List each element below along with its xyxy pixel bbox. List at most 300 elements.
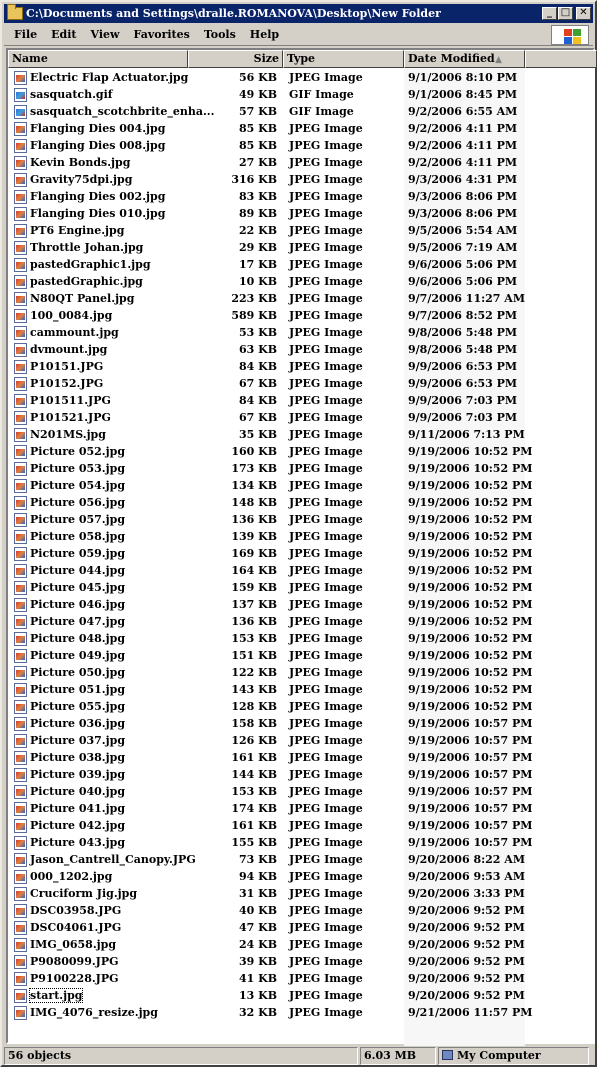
file-name: IMG_4076_resize.jpg — [30, 1006, 158, 1019]
file-type: GIF Image — [289, 105, 354, 118]
jpeg-icon — [14, 190, 27, 204]
file-name-cell — [8, 1006, 186, 1020]
file-row[interactable] — [8, 868, 597, 885]
file-size: 137 KB — [231, 598, 277, 611]
file-name-cell — [8, 462, 186, 476]
jpeg-icon — [14, 700, 27, 714]
file-row[interactable] — [8, 426, 597, 443]
file-date-modified: 9/19/2006 10:52 PM — [408, 615, 533, 628]
file-type: JPEG Image — [289, 598, 363, 611]
file-name: P9080099.JPG — [30, 955, 119, 968]
status-object-count: 56 objects — [4, 1047, 358, 1065]
file-row[interactable] — [8, 392, 597, 409]
file-date-modified: 9/2/2006 4:11 PM — [408, 122, 518, 135]
file-type: JPEG Image — [289, 241, 363, 254]
file-name-cell — [8, 156, 186, 170]
column-size[interactable]: Size — [188, 50, 283, 68]
status-zone — [438, 1047, 589, 1065]
file-type: JPEG Image — [289, 71, 363, 84]
maximize-button[interactable]: □ — [558, 7, 573, 20]
file-row[interactable] — [8, 256, 597, 273]
file-name-cell — [8, 564, 186, 578]
file-name-cell — [8, 496, 186, 510]
file-row[interactable] — [8, 341, 597, 358]
jpeg-icon — [14, 683, 27, 697]
file-row[interactable] — [8, 664, 597, 681]
jpeg-icon — [14, 785, 27, 799]
file-type: JPEG Image — [289, 989, 363, 1002]
file-name: N80QT Panel.jpg — [30, 292, 135, 305]
file-date-modified: 9/19/2006 10:57 PM — [408, 734, 533, 747]
file-rows — [8, 69, 597, 1021]
jpeg-icon — [14, 224, 27, 238]
file-row[interactable] — [8, 171, 597, 188]
file-date-modified: 9/1/2006 8:45 PM — [408, 88, 518, 101]
file-name-cell — [8, 207, 186, 221]
file-name: Picture 044.jpg — [30, 564, 126, 577]
file-type: JPEG Image — [289, 853, 363, 866]
file-size: 84 KB — [239, 394, 277, 407]
file-name: Picture 045.jpg — [30, 581, 126, 594]
file-size: 122 KB — [231, 666, 277, 679]
menu-favorites[interactable]: Favorites — [133, 28, 190, 41]
column-type[interactable]: Type — [283, 50, 404, 68]
file-size: 160 KB — [231, 445, 277, 458]
file-name: PT6 Engine.jpg — [30, 224, 125, 237]
file-type: JPEG Image — [289, 462, 363, 475]
file-type: JPEG Image — [289, 207, 363, 220]
jpeg-icon — [14, 547, 27, 561]
file-name: Picture 051.jpg — [30, 683, 126, 696]
file-name: Picture 057.jpg — [30, 513, 126, 526]
file-row[interactable] — [8, 290, 597, 307]
file-row[interactable] — [8, 511, 597, 528]
file-size: 153 KB — [231, 785, 277, 798]
file-name-cell — [8, 411, 186, 425]
file-name: P101521.JPG — [30, 411, 111, 424]
menu-view[interactable]: View — [90, 28, 120, 41]
file-size: 47 KB — [239, 921, 277, 934]
computer-icon — [442, 1050, 453, 1060]
file-row[interactable] — [8, 443, 597, 460]
jpeg-icon — [14, 853, 27, 867]
file-row[interactable] — [8, 120, 597, 137]
file-name: Picture 043.jpg — [30, 836, 126, 849]
file-size: 223 KB — [231, 292, 277, 305]
file-name: DSC03958.JPG — [30, 904, 122, 917]
file-date-modified: 9/20/2006 9:52 PM — [408, 972, 525, 985]
file-name-cell — [8, 768, 186, 782]
file-date-modified: 9/2/2006 4:11 PM — [408, 139, 518, 152]
file-name-cell — [8, 836, 186, 850]
file-name: dvmount.jpg — [30, 343, 108, 356]
file-row[interactable] — [8, 477, 597, 494]
file-name-cell — [8, 258, 186, 272]
file-name: Picture 055.jpg — [30, 700, 126, 713]
file-name: start.jpg — [30, 989, 83, 1002]
file-date-modified: 9/19/2006 10:52 PM — [408, 462, 533, 475]
file-name: Gravity75dpi.jpg — [30, 173, 133, 186]
file-row[interactable] — [8, 953, 597, 970]
file-name-cell — [8, 428, 186, 442]
file-name-cell — [8, 955, 186, 969]
jpeg-icon — [14, 751, 27, 765]
column-header — [8, 50, 597, 68]
file-row[interactable] — [8, 154, 597, 171]
file-type: JPEG Image — [289, 411, 363, 424]
file-date-modified: 9/19/2006 10:52 PM — [408, 700, 533, 713]
jpeg-icon — [14, 955, 27, 969]
file-type: JPEG Image — [289, 819, 363, 832]
minimize-button[interactable]: _ — [542, 7, 557, 20]
title-bar[interactable] — [4, 4, 593, 23]
file-name-cell — [8, 139, 186, 153]
file-date-modified: 9/20/2006 8:22 AM — [408, 853, 526, 866]
file-row[interactable] — [8, 1004, 597, 1021]
jpeg-icon — [14, 309, 27, 323]
file-type: JPEG Image — [289, 802, 363, 815]
file-name-cell — [8, 649, 186, 663]
file-size: 41 KB — [239, 972, 277, 985]
file-name: P9100228.JPG — [30, 972, 119, 985]
file-type: JPEG Image — [289, 938, 363, 951]
jpeg-icon — [14, 972, 27, 986]
file-date-modified: 9/19/2006 10:52 PM — [408, 683, 533, 696]
file-type: JPEG Image — [289, 785, 363, 798]
file-type: JPEG Image — [289, 156, 363, 169]
file-row[interactable] — [8, 936, 597, 953]
jpeg-icon — [14, 513, 27, 527]
jpeg-icon — [14, 360, 27, 374]
file-name: Flanging Dies 008.jpg — [30, 139, 166, 152]
gif-icon — [14, 88, 27, 102]
file-name: P101511.JPG — [30, 394, 111, 407]
file-size: 153 KB — [231, 632, 277, 645]
file-name-cell — [8, 530, 186, 544]
file-row[interactable] — [8, 358, 597, 375]
file-date-modified: 9/5/2006 7:19 AM — [408, 241, 518, 254]
file-type: JPEG Image — [289, 904, 363, 917]
file-row[interactable] — [8, 732, 597, 749]
file-row[interactable] — [8, 834, 597, 851]
file-name-cell — [8, 717, 186, 731]
file-row[interactable] — [8, 647, 597, 664]
file-date-modified: 9/19/2006 10:57 PM — [408, 802, 533, 815]
file-name: Picture 052.jpg — [30, 445, 126, 458]
file-name: Jason_Cantrell_Canopy.JPG — [30, 853, 196, 866]
file-type: JPEG Image — [289, 836, 363, 849]
file-name-cell — [8, 615, 186, 629]
file-date-modified: 9/19/2006 10:52 PM — [408, 598, 533, 611]
file-size: 161 KB — [231, 819, 277, 832]
file-type: JPEG Image — [289, 887, 363, 900]
file-name-cell — [8, 666, 186, 680]
file-row[interactable] — [8, 851, 597, 868]
file-row[interactable] — [8, 698, 597, 715]
file-date-modified: 9/19/2006 10:52 PM — [408, 547, 533, 560]
jpeg-icon — [14, 122, 27, 136]
file-name: Picture 049.jpg — [30, 649, 126, 662]
file-row[interactable] — [8, 137, 597, 154]
file-date-modified: 9/19/2006 10:52 PM — [408, 564, 533, 577]
file-size: 24 KB — [239, 938, 277, 951]
file-name-cell — [8, 802, 186, 816]
file-date-modified: 9/21/2006 11:57 PM — [408, 1006, 533, 1019]
file-name-cell — [8, 326, 186, 340]
file-row[interactable] — [8, 579, 597, 596]
file-row[interactable] — [8, 528, 597, 545]
file-row[interactable] — [8, 409, 597, 426]
file-name: Picture 058.jpg — [30, 530, 126, 543]
file-row[interactable] — [8, 817, 597, 834]
file-name-cell — [8, 683, 186, 697]
file-date-modified: 9/2/2006 4:11 PM — [408, 156, 518, 169]
file-row[interactable] — [8, 596, 597, 613]
file-name-cell — [8, 377, 186, 391]
file-size: 32 KB — [239, 1006, 277, 1019]
file-type: JPEG Image — [289, 326, 363, 339]
file-type: JPEG Image — [289, 581, 363, 594]
jpeg-icon — [14, 802, 27, 816]
jpeg-icon — [14, 921, 27, 935]
file-type: JPEG Image — [289, 360, 363, 373]
file-date-modified: 9/19/2006 10:52 PM — [408, 496, 533, 509]
jpeg-icon — [14, 564, 27, 578]
file-name: Flanging Dies 010.jpg — [30, 207, 166, 220]
file-row[interactable] — [8, 324, 597, 341]
file-date-modified: 9/20/2006 9:52 PM — [408, 955, 525, 968]
file-row[interactable] — [8, 103, 597, 120]
file-size: 67 KB — [239, 377, 277, 390]
file-date-modified: 9/3/2006 4:31 PM — [408, 173, 518, 186]
file-date-modified: 9/19/2006 10:57 PM — [408, 819, 533, 832]
file-row[interactable] — [8, 681, 597, 698]
file-name-cell — [8, 785, 186, 799]
file-name-cell — [8, 734, 186, 748]
file-size: 144 KB — [231, 768, 277, 781]
file-type: JPEG Image — [289, 190, 363, 203]
file-row[interactable] — [8, 613, 597, 630]
file-size: 94 KB — [239, 870, 277, 883]
file-name-cell — [8, 360, 186, 374]
file-row[interactable] — [8, 86, 597, 103]
file-row[interactable] — [8, 885, 597, 902]
menu-tools[interactable]: Tools — [203, 28, 236, 41]
file-date-modified: 9/3/2006 8:06 PM — [408, 190, 518, 203]
file-name: Flanging Dies 002.jpg — [30, 190, 166, 203]
file-name: Picture 037.jpg — [30, 734, 126, 747]
file-type: JPEG Image — [289, 377, 363, 390]
column-date-modified[interactable] — [404, 50, 525, 68]
file-date-modified: 9/19/2006 10:52 PM — [408, 649, 533, 662]
file-row[interactable] — [8, 630, 597, 647]
jpeg-icon — [14, 207, 27, 221]
file-size: 139 KB — [231, 530, 277, 543]
file-row[interactable] — [8, 545, 597, 562]
file-type: JPEG Image — [289, 632, 363, 645]
file-type: JPEG Image — [289, 955, 363, 968]
file-row[interactable] — [8, 970, 597, 987]
jpeg-icon — [14, 445, 27, 459]
file-name: sasquatch.gif — [30, 88, 113, 101]
file-type: JPEG Image — [289, 666, 363, 679]
file-type: JPEG Image — [289, 445, 363, 458]
file-type: JPEG Image — [289, 564, 363, 577]
file-name-cell — [8, 513, 186, 527]
file-size: 173 KB — [231, 462, 277, 475]
file-size: 73 KB — [239, 853, 277, 866]
file-size: 148 KB — [231, 496, 277, 509]
file-size: 10 KB — [239, 275, 277, 288]
status-total-size: 6.03 MB — [360, 1047, 436, 1065]
status-zone-label: My Computer — [457, 1049, 541, 1062]
file-name: Picture 048.jpg — [30, 632, 126, 645]
file-size: 316 KB — [231, 173, 277, 186]
jpeg-icon — [14, 343, 27, 357]
file-date-modified: 9/19/2006 10:52 PM — [408, 666, 533, 679]
file-type: JPEG Image — [289, 428, 363, 441]
file-size: 27 KB — [239, 156, 277, 169]
file-name: pastedGraphic1.jpg — [30, 258, 151, 271]
file-size: 151 KB — [231, 649, 277, 662]
file-row[interactable] — [8, 222, 597, 239]
file-row[interactable] — [8, 783, 597, 800]
file-row[interactable] — [8, 902, 597, 919]
jpeg-icon — [14, 598, 27, 612]
file-size: 85 KB — [239, 139, 277, 152]
jpeg-icon — [14, 734, 27, 748]
file-name: DSC04061.JPG — [30, 921, 122, 934]
file-date-modified: 9/19/2006 10:57 PM — [408, 751, 533, 764]
gif-icon — [14, 105, 27, 119]
file-type: JPEG Image — [289, 1006, 363, 1019]
file-row[interactable] — [8, 749, 597, 766]
file-type: JPEG Image — [289, 683, 363, 696]
file-row[interactable] — [8, 188, 597, 205]
file-name: Picture 042.jpg — [30, 819, 126, 832]
column-name[interactable]: Name — [8, 50, 188, 68]
file-row[interactable] — [8, 987, 597, 1004]
file-date-modified: 9/20/2006 9:52 PM — [408, 938, 525, 951]
file-list[interactable] — [6, 48, 595, 1044]
file-size: 143 KB — [231, 683, 277, 696]
file-row[interactable] — [8, 69, 597, 86]
jpeg-icon — [14, 428, 27, 442]
file-name-cell — [8, 309, 186, 323]
file-name: Picture 050.jpg — [30, 666, 126, 679]
jpeg-icon — [14, 258, 27, 272]
file-type: JPEG Image — [289, 700, 363, 713]
file-row[interactable] — [8, 239, 597, 256]
jpeg-icon — [14, 717, 27, 731]
status-bar — [4, 1046, 593, 1066]
jpeg-icon — [14, 479, 27, 493]
file-row[interactable] — [8, 375, 597, 392]
file-date-modified: 9/20/2006 9:52 PM — [408, 921, 525, 934]
file-type: JPEG Image — [289, 173, 363, 186]
file-row[interactable] — [8, 205, 597, 222]
file-date-modified: 9/2/2006 6:55 AM — [408, 105, 518, 118]
file-name-cell — [8, 173, 186, 187]
file-row[interactable] — [8, 715, 597, 732]
jpeg-icon — [14, 819, 27, 833]
jpeg-icon — [14, 768, 27, 782]
file-name: Picture 046.jpg — [30, 598, 126, 611]
jpeg-icon — [14, 326, 27, 340]
file-type: JPEG Image — [289, 734, 363, 747]
file-name: 000_1202.jpg — [30, 870, 113, 883]
file-size: 161 KB — [231, 751, 277, 764]
file-name: Picture 054.jpg — [30, 479, 126, 492]
file-size: 134 KB — [231, 479, 277, 492]
file-date-modified: 9/9/2006 6:53 PM — [408, 360, 518, 373]
file-name: Picture 040.jpg — [30, 785, 126, 798]
file-size: 136 KB — [231, 513, 277, 526]
file-date-modified: 9/20/2006 3:33 PM — [408, 887, 525, 900]
jpeg-icon — [14, 938, 27, 952]
file-type: JPEG Image — [289, 139, 363, 152]
file-name: Picture 038.jpg — [30, 751, 126, 764]
file-row[interactable] — [8, 800, 597, 817]
file-name-cell — [8, 853, 196, 867]
column-filler — [525, 50, 597, 68]
file-row[interactable] — [8, 494, 597, 511]
file-size: 126 KB — [231, 734, 277, 747]
file-row[interactable] — [8, 307, 597, 324]
file-row[interactable] — [8, 766, 597, 783]
file-date-modified: 9/9/2006 6:53 PM — [408, 377, 518, 390]
file-name: Electric Flap Actuator.jpg — [30, 71, 189, 84]
file-name: Throttle Johan.jpg — [30, 241, 144, 254]
file-row[interactable] — [8, 562, 597, 579]
file-size: 29 KB — [239, 241, 277, 254]
file-name-cell — [8, 88, 186, 102]
file-date-modified: 9/6/2006 5:06 PM — [408, 275, 518, 288]
jpeg-icon — [14, 530, 27, 544]
file-name: P10151.JPG — [30, 360, 104, 373]
sort-ascending-icon: ▲ — [495, 55, 502, 65]
file-name-cell — [8, 105, 215, 119]
file-date-modified: 9/8/2006 5:48 PM — [408, 326, 518, 339]
file-name-cell — [8, 921, 186, 935]
close-button[interactable]: ✕ — [576, 7, 591, 20]
jpeg-icon — [14, 581, 27, 595]
menu-help[interactable]: Help — [249, 28, 280, 41]
file-size: 158 KB — [231, 717, 277, 730]
file-date-modified: 9/7/2006 11:27 AM — [408, 292, 526, 305]
menu-file[interactable]: File — [14, 28, 38, 41]
file-name-cell — [8, 292, 186, 306]
file-size: 35 KB — [239, 428, 277, 441]
menu-edit[interactable]: Edit — [51, 28, 77, 41]
file-type: JPEG Image — [289, 530, 363, 543]
file-name: Picture 039.jpg — [30, 768, 126, 781]
file-type: JPEG Image — [289, 751, 363, 764]
file-date-modified: 9/19/2006 10:52 PM — [408, 581, 533, 594]
file-size: 49 KB — [239, 88, 277, 101]
file-row[interactable] — [8, 919, 597, 936]
file-name: 100_0084.jpg — [30, 309, 113, 322]
file-type: JPEG Image — [289, 921, 363, 934]
file-name-cell — [8, 819, 186, 833]
file-name: Kevin Bonds.jpg — [30, 156, 131, 169]
jpeg-icon — [14, 615, 27, 629]
file-name: pastedGraphic.jpg — [30, 275, 143, 288]
file-row[interactable] — [8, 273, 597, 290]
file-type: JPEG Image — [289, 870, 363, 883]
file-row[interactable] — [8, 460, 597, 477]
file-type: JPEG Image — [289, 972, 363, 985]
